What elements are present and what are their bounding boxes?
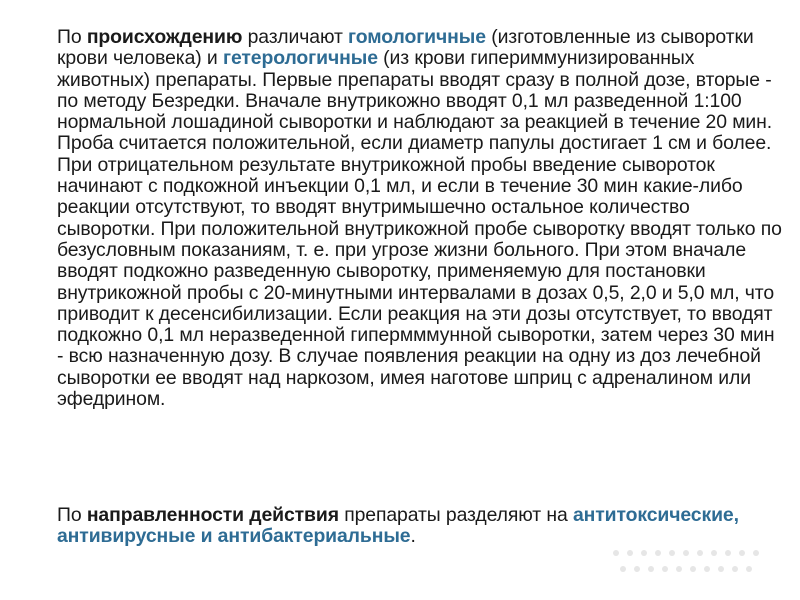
text-span: По xyxy=(57,504,87,526)
slide-corner-decoration-icon xyxy=(610,539,760,581)
text-span: (из крови гипериммунизированных животных) препараты. Первые препараты вводят сразу в полной дозе, вторые - по методу Безредки. Вначале внутрикожно вводят 0,1 мл разведенной 1:100 нормальной лошадиной сыворотки и наблюдают за реакцией в течение 20 мин. Проба считается положительной, если диаметр папулы достигает 1 см и более. При отрицательном результате внутрикожной пробы введение сывороток начинают с подкожной инъекции 0,1 мл, и если в течение 30 мин какие-либо реакции отсутствуют, то вводят внутримышечно остальное количество сыворотки. При положительной внутрикожной пробе сыворотку вводят только по безусловным показаниям, т. е. при угрозе жизни больного. При этом вначале вводят подкожно разведенную сыворотку, применяемую для постановки внутрикожной пробы с 20-минутными интервалами в дозах 0,5, 2,0 и 5,0 мл, что приводит к десенсибилизации. Если реакция на эти дозы отсутствует, то вводят подкожно 0,1 мл неразведенной гипермммунной сыворотки, затем через 30 мин - всю назначенную дозу. В случае появления реакции на одну из доз лечебной сыворотки ее вводят над наркозом, имея наготове шприц с адреналином или эфедрином. xyxy=(57,47,782,411)
term-homologous: гомологичные xyxy=(348,26,486,48)
text-span: . xyxy=(410,525,416,548)
term-preparation-types: антитоксические, антивирусные и антибактериальные xyxy=(57,504,739,548)
term-heterologous: гетерологичные xyxy=(222,47,378,70)
term-origin: происхождению xyxy=(86,26,243,48)
term-direction: направленности действия xyxy=(86,504,339,526)
text-span: различают xyxy=(242,26,349,48)
paragraph-origin xyxy=(57,27,785,410)
text-span: препараты разделяют на xyxy=(338,504,573,526)
text-span: (изготовленные из сыворотки крови человека) и xyxy=(57,26,754,70)
text-span: По xyxy=(57,26,87,48)
